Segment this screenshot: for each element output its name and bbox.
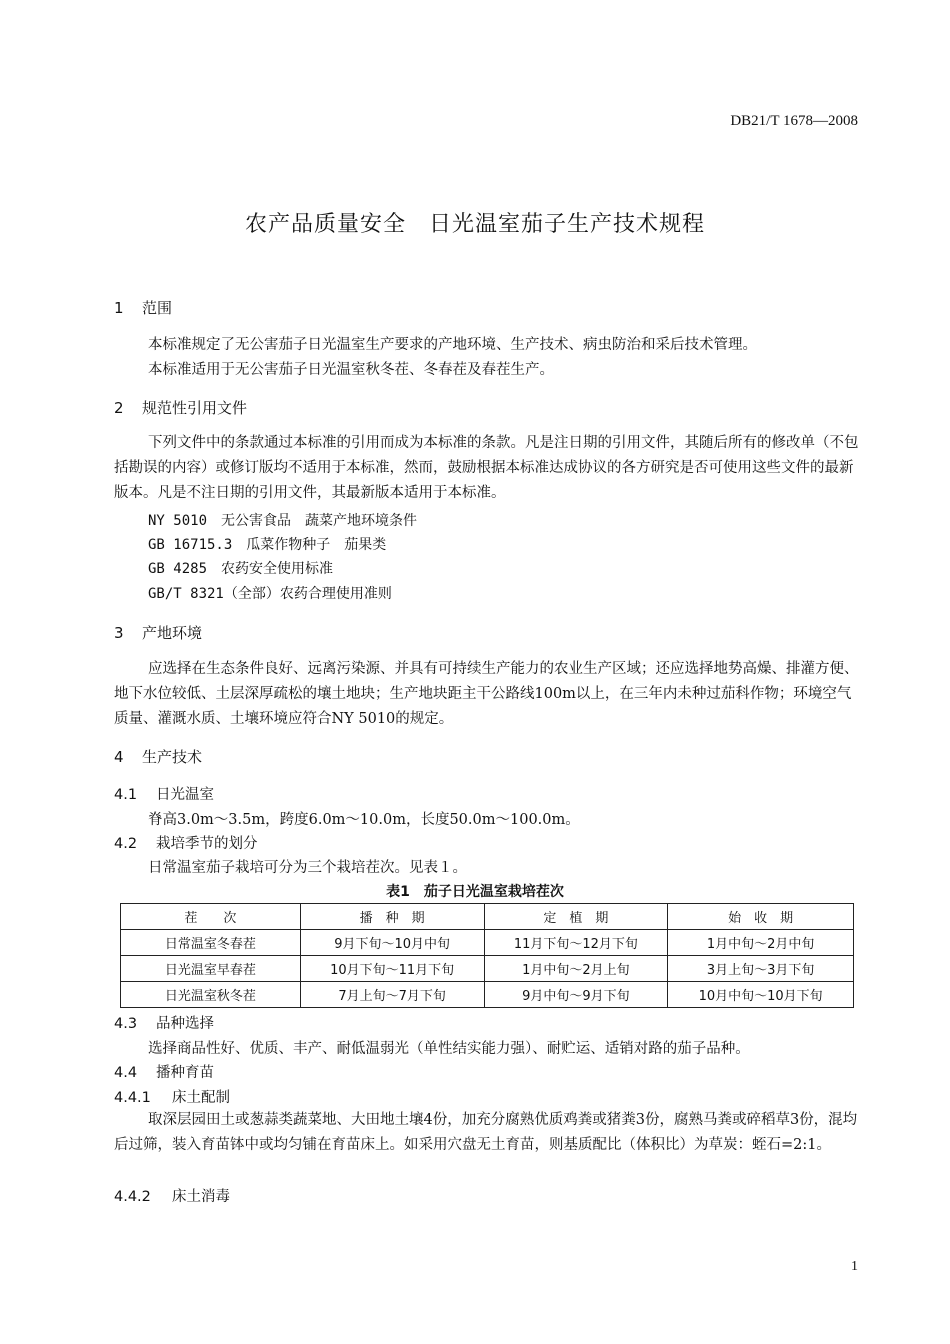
table-cell: 日光温室早春茬 (121, 956, 301, 982)
section-number: 1 (114, 299, 124, 317)
cropping-schedule-table (120, 903, 854, 1008)
table-cell: 10月下旬～11月下旬 (300, 956, 484, 982)
table-cell: 日光温室秋冬茬 (121, 982, 301, 1008)
section-4-1-heading (114, 783, 214, 804)
section-title: 播种育苗 (156, 1065, 214, 1081)
section-title: 床土消毒 (172, 1189, 230, 1205)
table-header-row (121, 904, 854, 930)
table-row (121, 930, 854, 956)
table-header-cell: 播 种 期 (300, 904, 484, 930)
section-title: 床土配制 (172, 1090, 230, 1106)
section-number: 4.4.1 (114, 1090, 151, 1106)
section-title: 范围 (142, 299, 173, 317)
document-title: 农产品质量安全 日光温室茄子生产技术规程 (244, 212, 705, 237)
table-header-cell: 定 植 期 (484, 904, 668, 930)
section-number: 4 (114, 748, 124, 766)
table-cell: 1月中旬～2月中旬 (668, 930, 854, 956)
section-title: 栽培季节的划分 (156, 836, 258, 852)
table-header-cell: 茬 次 (121, 904, 301, 930)
section-number: 4.3 (114, 1016, 138, 1032)
table-cell: 9月中旬～9月下旬 (484, 982, 668, 1008)
section-4-4-2-heading (114, 1185, 230, 1206)
section-title: 产地环境 (142, 624, 203, 642)
table-cell: 10月中旬～10月下旬 (668, 982, 854, 1008)
section-number: 4.2 (114, 836, 138, 852)
table-cell: 3月上旬～3月下旬 (668, 956, 854, 982)
page-number: 1 (851, 1259, 858, 1274)
table-cell: 日常温室冬春茬 (121, 930, 301, 956)
paragraph: 下列文件中的条款通过本标准的引用而成为本标准的条款。凡是注日期的引用文件，其随后所有的修改单（不包括勘误的内容）或修订版均不适用于本标准，然而，鼓励根据本标准达成协议的各方研究是否可使用这些文件的最新版本。凡是不注日期的引用文件，其最新版本适用于本标准。 (114, 435, 859, 501)
paragraph: 应选择在生态条件良好、远离污染源、并具有可持续生产能力的农业生产区域；还应选择地势高燥、排灌方便、地下水位较低、土层深厚疏松的壤土地块；生产地块距主干公路线100m以上，在三年内未种过茄科作物；环境空气质量、灌溉水质、土壤环境应符合NY 5010的规定。 (114, 661, 859, 727)
paragraph: 本标准适用于无公害茄子日光温室秋冬茬、冬春茬及春茬生产。 (148, 362, 554, 378)
standard-code: DB21/T 1678—2008 (730, 113, 858, 129)
paragraph: 本标准规定了无公害茄子日光温室生产要求的产地环境、生产技术、病虫防治和采后技术管理。 (148, 337, 757, 353)
section-number: 4.4 (114, 1065, 138, 1081)
reference-item: NY 5010 无公害食品 蔬菜产地环境条件 (148, 513, 418, 529)
table-cell: 1月中旬～2月上旬 (484, 956, 668, 982)
section-4-2-heading (114, 832, 258, 853)
table-cell: 7月上旬～7月下旬 (300, 982, 484, 1008)
reference-item: GB 4285 农药安全使用标准 (148, 561, 334, 577)
section-number: 4.4.2 (114, 1189, 151, 1205)
section-4-4-heading (114, 1061, 214, 1082)
section-3-heading (114, 622, 202, 643)
reference-item: GB 16715.3 瓜菜作物种子 茄果类 (148, 537, 387, 553)
section-title: 日光温室 (156, 787, 214, 803)
section-4-4-1-heading (114, 1086, 230, 1107)
section-number: 3 (114, 624, 124, 642)
section-title: 生产技术 (142, 748, 203, 766)
section-4-3-heading (114, 1012, 214, 1033)
section-number: 4.1 (114, 787, 138, 803)
section-number: 2 (114, 399, 124, 417)
table-row (121, 956, 854, 982)
reference-item: GB/T 8321（全部）农药合理使用准则 (148, 586, 392, 602)
paragraph: 脊高3.0m～3.5m，跨度6.0m～10.0m，长度50.0m～100.0m。 (148, 812, 580, 828)
table-cell: 9月下旬～10月中旬 (300, 930, 484, 956)
table-caption: 表1 茄子日光温室栽培茬次 (386, 884, 564, 900)
section-1-heading (114, 297, 172, 318)
table-cell: 11月下旬～12月下旬 (484, 930, 668, 956)
section-title: 品种选择 (156, 1016, 214, 1032)
table-header-cell: 始 收 期 (668, 904, 854, 930)
table-row (121, 982, 854, 1008)
paragraph: 取深层园田土或葱蒜类蔬菜地、大田地土壤4份，加充分腐熟优质鸡粪或猪粪3份，腐熟马粪或碎稻草3份，混均后过筛，装入育苗钵中或均匀铺在育苗床上。如采用穴盘无土育苗，则基质配比（体积比）为草炭：蛭石=2:1。 (114, 1112, 858, 1153)
section-2-heading (114, 397, 247, 418)
paragraph: 日常温室茄子栽培可分为三个栽培茬次。见表１。 (148, 860, 467, 876)
section-4-heading (114, 746, 202, 767)
section-title: 规范性引用文件 (142, 399, 248, 417)
paragraph: 选择商品性好、优质、丰产、耐低温弱光（单性结实能力强）、耐贮运、适销对路的茄子品种。 (148, 1041, 750, 1057)
